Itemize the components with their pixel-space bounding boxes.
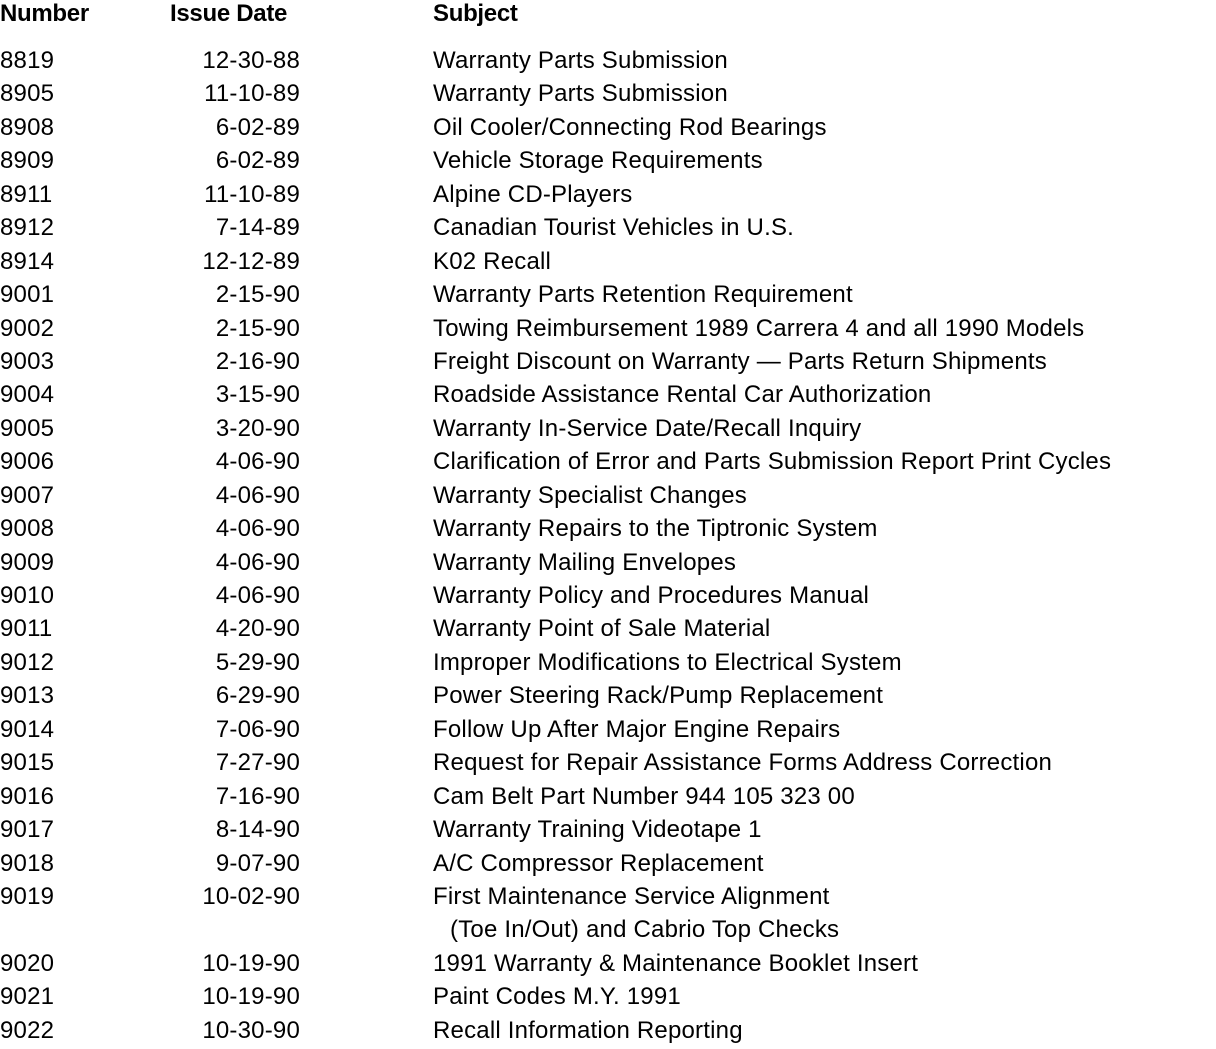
subject-text: Warranty Mailing Envelopes: [433, 548, 737, 576]
bulletin-number: 9007: [0, 481, 55, 509]
subject-cell: [433, 815, 1216, 845]
issue-date: 12-12-89: [202, 247, 300, 275]
issue-date: 3-20-90: [215, 414, 300, 442]
issue-date: 6-02-89: [215, 147, 300, 175]
subject-text: A/C Compressor Replacement: [433, 849, 764, 877]
subject-cell: [433, 414, 1216, 444]
subject-text: Follow Up After Major Engine Repairs: [433, 715, 841, 743]
subject-cell: [433, 715, 1216, 745]
header-issue-date: Issue Date: [170, 0, 288, 27]
issue-date: 4-20-90: [215, 615, 300, 643]
subject-cell: [433, 146, 1216, 176]
table-row: [0, 548, 1216, 581]
issue-date: 6-29-90: [215, 682, 300, 710]
table-row: [0, 882, 1216, 949]
subject-text: Roadside Assistance Rental Car Authorization: [433, 381, 932, 409]
subject-cell: [433, 782, 1216, 812]
subject-text: Towing Reimbursement 1989 Carrera 4 and all 1990 Models: [433, 314, 1085, 342]
table-row: [0, 748, 1216, 781]
subject-cell: [433, 1016, 1216, 1046]
bulletin-number: 9012: [0, 648, 55, 676]
issue-date: 8-14-90: [215, 816, 300, 844]
issue-date: 10-19-90: [202, 949, 300, 977]
subject-text: Cam Belt Part Number 944 105 323 00: [433, 782, 855, 810]
table-row: [0, 247, 1216, 280]
bulletin-number: 8911: [0, 180, 53, 208]
subject-text: Power Steering Rack/Pump Replacement: [433, 682, 884, 710]
table-row: [0, 481, 1216, 514]
bulletin-number: 9016: [0, 782, 55, 810]
issue-date: 4-06-90: [215, 515, 300, 543]
bulletin-number: 9004: [0, 381, 55, 409]
table-row: [0, 581, 1216, 614]
subject-cell: [433, 882, 1216, 945]
issue-date: 5-29-90: [215, 648, 300, 676]
subject-text: Warranty Point of Sale Material: [433, 615, 771, 643]
header-number: Number: [0, 0, 89, 27]
table-row: [0, 46, 1216, 79]
subject-cell: [433, 180, 1216, 210]
subject-text: Improper Modifications to Electrical System: [433, 648, 902, 676]
subject-text: Warranty In-Service Date/Recall Inquiry: [433, 414, 862, 442]
table-row: [0, 815, 1216, 848]
subject-text: Warranty Training Videotape 1: [433, 816, 762, 844]
subject-text: 1991 Warranty & Maintenance Booklet Insert: [433, 949, 919, 977]
bulletin-number: 9018: [0, 849, 55, 877]
bulletin-number: 9017: [0, 816, 55, 844]
bulletin-number: 9013: [0, 682, 55, 710]
subject-cell: [433, 213, 1216, 243]
issue-date: 7-06-90: [215, 715, 300, 743]
subject-text: Canadian Tourist Vehicles in U.S.: [433, 214, 795, 242]
issue-date: 3-15-90: [215, 381, 300, 409]
issue-date: 2-15-90: [215, 281, 300, 309]
table-row: [0, 949, 1216, 982]
subject-cell: [433, 581, 1216, 611]
subject-cell: [433, 380, 1216, 410]
subject-cell: [433, 548, 1216, 578]
header-subject: Subject: [433, 0, 518, 27]
bulletin-number: 9001: [0, 281, 55, 309]
subject-cell: [433, 481, 1216, 511]
bulletin-number: 9003: [0, 347, 55, 375]
issue-date: 11-10-89: [204, 180, 300, 208]
table-row: [0, 180, 1216, 213]
table-header: [0, 0, 1216, 30]
table-row: [0, 447, 1216, 480]
bulletin-number: 9011: [0, 615, 53, 643]
subject-cell: [433, 849, 1216, 879]
subject-text: Warranty Repairs to the Tiptronic System: [433, 515, 878, 543]
table-row: [0, 414, 1216, 447]
bulletin-number: 9008: [0, 515, 55, 543]
table-row: [0, 380, 1216, 413]
issue-date: 4-06-90: [215, 582, 300, 609]
subject-cell: [433, 748, 1216, 778]
issue-date: 6-02-89: [215, 113, 300, 141]
issue-date: 4-06-90: [215, 548, 300, 576]
table-row: [0, 715, 1216, 748]
subject-cell: [433, 982, 1216, 1012]
subject-cell: [433, 447, 1216, 477]
subject-text: Warranty Policy and Procedures Manual: [433, 582, 870, 609]
subject-cell: [433, 347, 1216, 377]
table-row: [0, 314, 1216, 347]
subject-cell: [433, 280, 1216, 310]
bulletin-number: 8908: [0, 113, 55, 141]
issue-date: 2-15-90: [215, 314, 300, 342]
subject-text: Vehicle Storage Requirements: [433, 147, 763, 175]
issue-date: 7-14-89: [215, 214, 300, 242]
table-row: [0, 79, 1216, 112]
subject-text: Warranty Parts Submission: [433, 80, 728, 108]
bulletin-number: 9002: [0, 314, 55, 342]
subject-text: Clarification of Error and Parts Submission Report Print Cycles: [433, 448, 1112, 476]
table-row: [0, 982, 1216, 1015]
subject-text: K02 Recall: [433, 247, 552, 275]
bulletin-number: 9022: [0, 1016, 55, 1044]
subject-text: Request for Repair Assistance Forms Address Correction: [433, 749, 1053, 777]
subject-text: First Maintenance Service Alignment: [433, 882, 830, 910]
subject-cell: [433, 949, 1216, 979]
bulletin-number: 9015: [0, 749, 55, 777]
issue-date: 10-02-90: [202, 882, 300, 910]
subject-cell: [433, 514, 1216, 544]
table-row: [0, 514, 1216, 547]
bulletin-number: 8912: [0, 214, 55, 242]
bulletin-number: 9014: [0, 715, 55, 743]
subject-text: Freight Discount on Warranty — Parts Return Shipments: [433, 347, 1047, 375]
issue-date: 9-07-90: [215, 849, 300, 877]
table-row: [0, 1016, 1216, 1049]
subject-text: Warranty Specialist Changes: [433, 481, 747, 509]
subject-text-continued: (Toe In/Out) and Cabrio Top Checks: [450, 915, 840, 943]
table-row: [0, 849, 1216, 882]
subject-cell: [433, 247, 1216, 277]
subject-text: Warranty Parts Retention Requirement: [433, 281, 853, 309]
bulletin-number: 9005: [0, 414, 55, 442]
bulletin-number: 9006: [0, 448, 55, 476]
subject-text: Paint Codes M.Y. 1991: [433, 983, 681, 1011]
subject-cell: [433, 113, 1216, 143]
table-row: [0, 113, 1216, 146]
table-row: [0, 347, 1216, 380]
issue-date: 4-06-90: [215, 481, 300, 509]
issue-date: 2-16-90: [215, 347, 300, 375]
subject-cell: [433, 648, 1216, 678]
subject-cell: [433, 681, 1216, 711]
bulletin-number: 8909: [0, 147, 55, 175]
issue-date: 4-06-90: [215, 448, 300, 476]
issue-date: 7-27-90: [215, 749, 300, 777]
table-row: [0, 648, 1216, 681]
bulletin-number: 8914: [0, 247, 55, 275]
bulletin-number: 8819: [0, 47, 55, 74]
table-row: [0, 782, 1216, 815]
bulletin-number: 9010: [0, 582, 55, 609]
bulletin-number: 9019: [0, 882, 55, 910]
bulletin-number: 9020: [0, 949, 55, 977]
bulletin-number: 9021: [0, 983, 55, 1011]
table-row: [0, 213, 1216, 246]
subject-cell: [433, 614, 1216, 644]
subject-text: Alpine CD-Players: [433, 180, 633, 208]
issue-date: 10-19-90: [202, 983, 300, 1011]
subject-cell: [433, 314, 1216, 344]
subject-text: Warranty Parts Submission: [433, 47, 728, 74]
issue-date: 11-10-89: [204, 80, 300, 108]
subject-cell: [433, 79, 1216, 109]
table-row: [0, 280, 1216, 313]
table-row: [0, 146, 1216, 179]
bulletin-list: [0, 46, 1216, 1049]
table-row: [0, 681, 1216, 714]
issue-date: 10-30-90: [202, 1016, 300, 1044]
issue-date: 12-30-88: [202, 47, 300, 74]
bulletin-number: 9009: [0, 548, 55, 576]
issue-date: 7-16-90: [215, 782, 300, 810]
subject-cell: [433, 46, 1216, 76]
subject-text: Recall Information Reporting: [433, 1016, 743, 1044]
bulletin-number: 8905: [0, 80, 55, 108]
table-row: [0, 614, 1216, 647]
subject-text: Oil Cooler/Connecting Rod Bearings: [433, 113, 827, 141]
